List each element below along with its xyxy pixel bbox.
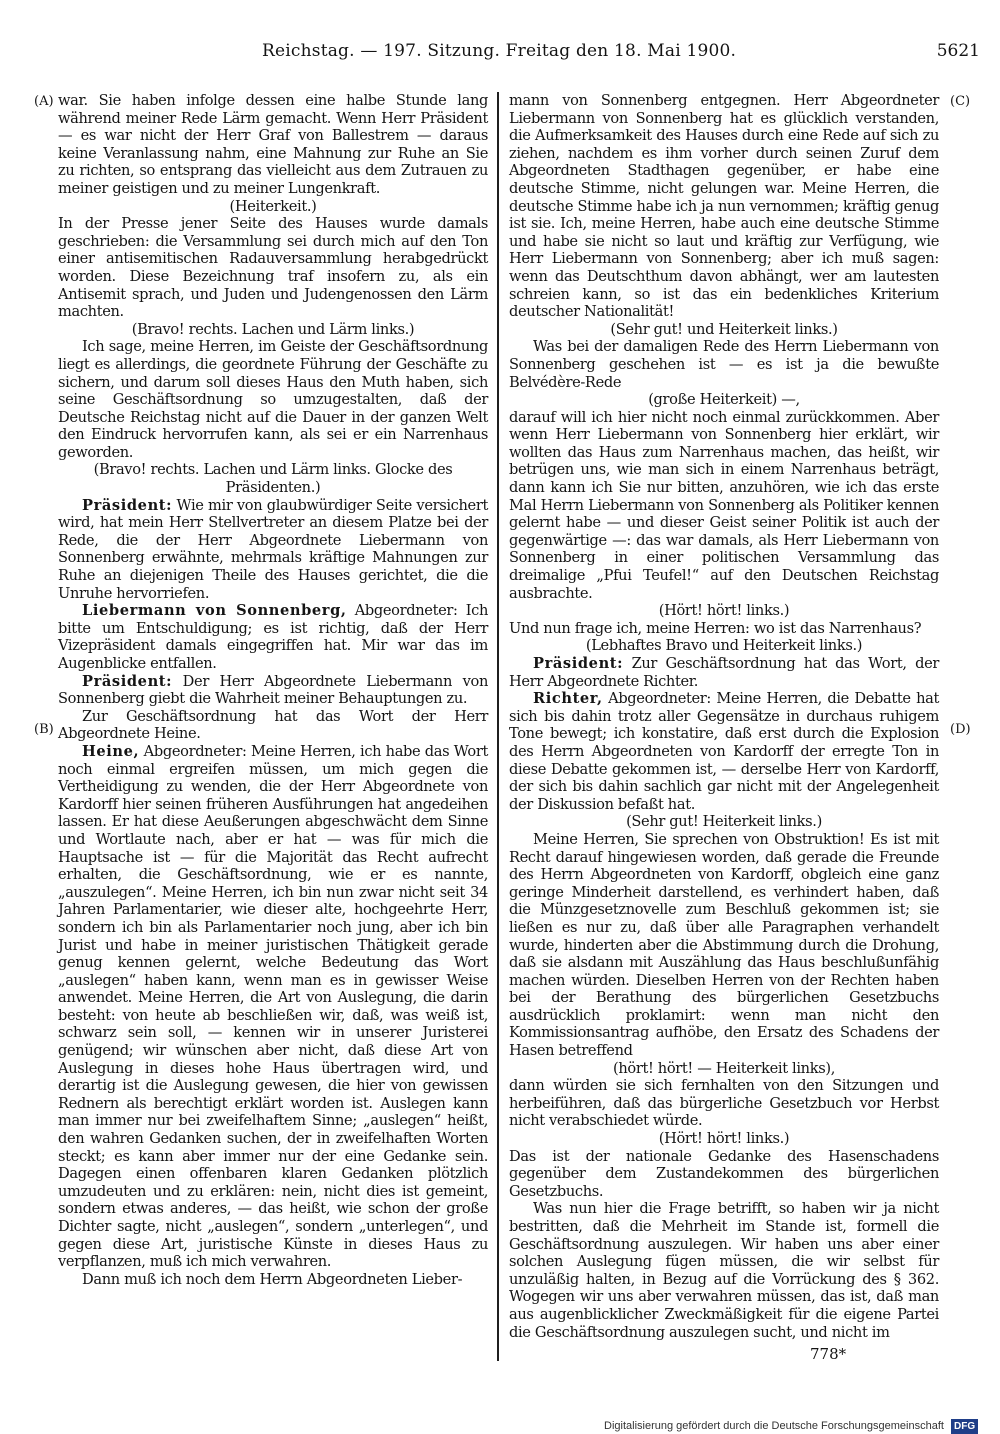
interjection: (Hört! hört! links.) — [658, 602, 790, 620]
paragraph: mann von Sonnenberg entgegnen. Herr Abgeordneter Liebermann von Sonnenberg hat es glücklich verstanden, die Aufmerksamkeit des Hauses durch eine Rede auf sich zu ziehen, nachdem es ihm vorher durch seinen Zuruf dem Abgeordneten Stadthagen gegenüber, er habe eine deutsche Stimme, nicht gelungen war. Meine Herren, die deutsche Stimme habe ich ja nun vernommen; kräftig genug ist sie. Ich, meine Herren, habe auch eine deutsche Stimme und habe sie nicht so laut und kräftig zur Verfügung, wie Herr Liebermann von Sonnenberg; aber ich muß sagen: wenn das Deutschthum davon abhängt, wer am lautesten schreien kann, so ist das ein bedenkliches Kriterium deutscher Nationalität! — [509, 92, 939, 321]
interjection: (Sehr gut! Heiterkeit links.) — [626, 813, 822, 831]
paragraph: Meine Herren, Sie sprechen von Obstruktion! Es ist mit Recht darauf hingewiesen worden, daß gerade die Freunde des Herrn Abgeordneten von Kardorff, obgleich eine ganz geringe Minderheit darstellend, es verhindert haben, daß die Münzgesetznovelle zum Beschluß gekommen ist; sie ließen es nur zu, daß über alle Paragraphen verhandelt wurde, hinderten aber die Abstimmung durch die Drohung, daß sie alsdann mit Auszählung das Haus beschlußunfähig machen würden. Dieselben Herren von der Rechten haben bei der Berathung des bürgerlichen Gesetzbuchs ausdrücklich proklamirt: wenn man nicht den Kommissionsantrag aufhöbe, den Ersatz des Schadens der Hasen betreffend — [509, 830, 939, 1060]
paragraph: Und nun frage ich, meine Herren: wo ist das Narrenhaus? — [509, 619, 922, 637]
page-number: 5621 — [936, 41, 980, 61]
speech-text: Abgeordneter: Meine Herren, die Debatte hat sich bis dahin trotz aller Gegensätze in durchaus ruhigem Tone bewegt; ich konstatire, daß erst durch die Explosion des Herrn Abgeordneten von Kardorff der erregte Ton in diese Debatte gekommen ist, — derselbe Herr von Kardorff, der sich bis dahin sachlich gar nicht mit der Angelegenheit der Diskussion befaßt hat. — [509, 690, 939, 813]
speaker-name: Liebermann von Sonnenberg, — [82, 602, 347, 620]
speaker-name: Richter, — [533, 690, 603, 708]
speaker-name: Präsident: — [82, 672, 173, 690]
paragraph: Was nun hier die Frage betrifft, so haben wir ja nicht bestritten, daß die Mehrheit im Stande ist, formell die Geschäftsordnung auszulegen. Wir haben uns aber einer solchen Auslegung fügen müssen, die wir selbst für unzuläßig halten, in Bezug auf die Vorrückung des § 362. Wogegen wir uns aber verwahren müssen, das ist, daß man aus augenblicklicher Zweckmäßigkeit für die eigene Partei die Geschäftsordnung auszulegen sucht, und nicht im — [509, 1200, 939, 1341]
speech-text: Der Herr Abgeordnete Liebermann von Sonnenberg giebt die Wahrheit meiner Behauptungen zu. — [58, 672, 488, 708]
interjection: (Heiterkeit.) — [229, 197, 317, 215]
paragraph: Das ist der nationale Gedanke des Hasenschadens gegenüber dem Zustandekommen des bürgerlichen Gesetzbuchs. — [509, 1147, 939, 1200]
speech-paragraph — [509, 690, 939, 813]
interjection: (Lebhaftes Bravo und Heiterkeit links.) — [585, 637, 863, 655]
digitization-credit — [604, 1419, 978, 1434]
margin-marker-d: (D) — [950, 722, 971, 737]
signature-mark: 778* — [810, 1345, 847, 1363]
speaker-name: Präsident: — [82, 496, 173, 514]
speaker-name: Heine, — [82, 742, 140, 760]
speech-paragraph — [58, 497, 488, 603]
paragraph: Zur Geschäftsordnung hat das Wort der Herr Abgeordnete Heine. — [58, 707, 488, 743]
paragraph: darauf will ich hier nicht noch einmal zurückkommen. Aber wenn Herr Liebermann von Sonnenberg hier erklärt, wir wollten das Haus zum Narrenhaus machen, das heißt, wir betrügen uns, wie man sich in einem Narrenhaus beträgt, dann kann ich Sie nur bitten, anzuhören, wie ich das erste Mal Herrn Liebermann von Sonnenberg als Politiker kennen gelernt habe — und dieser Geist seiner Politik ist auch der gegenwärtige —: das war damals, als Herr Liebermann von Sonnenberg in einer politischen Versammlung das dreimalige „Pfui Teufel!“ auf den Deutschen Reichstag ausbrachte. — [509, 408, 939, 602]
margin-marker-b: (B) — [34, 722, 54, 737]
speech-text: Zur Geschäftsordnung hat das Wort, der Herr Abgeordnete Richter. — [509, 655, 939, 690]
interjection: (Hört! hört! links.) — [658, 1130, 790, 1148]
interjection: (große Heiterkeit) —, — [648, 391, 800, 409]
speech-text: Abgeordneter: Meine Herren, ich habe das Wort noch einmal ergreifen müssen, um mich gegen die Vertheidigung zu wenden, die der Herr Abgeordnete von Kardorff hier seinen früheren Ausführungen hat angedeihen lassen. Er hat diese Aeußerungen abgeschwächt dem Sinne und Wortlaute nach, aber er hat — was für mich die Hauptsache ist — für die Majorität das Recht aufrecht erhalten, die Geschäftsordnung, wie er es nannte, „auszulegen“. Meine Herren, ich bin nun zwar nicht seit 34 Jahren Parlamentarier, wie dieser alte, hochgeehrte Herr, sondern ich bin als Parlamentarier noch jung, aber ich bin Jurist und habe in meiner juristischen Thätigkeit gerade genug kennen gelernt, welche Bedeutung das Wort „auslegen“ haben kann, wenn man es in gewisser Weise anwendet. Meine Herren, die Art von Auslegung, die darin besteht: von heute ab beschließen wir, daß, was weiß ist, schwarz sein soll, — kennen wir in unserer Juristerei genügend; wir wünschen aber nicht, daß diese Art von Auslegung in dieses hohe Haus übertragen wird, und derartig ist die Auslegung gewesen, die hier von gewissen Rednern als berechtigt erklärt worden ist. Auslegen kann man immer nur bei zweifelhaftem Sinne; „auslegen“ heißt, den wahren Gedanken suchen, der in zweifelhaften Worten steckt; es kann aber immer nur der eine Gedanke sein. Dagegen einen offenbaren klaren Gedanken plötzlich umzudeuten und zu erklären: nein, nicht dies ist gemeint, sondern etwas anderes, — das heißt, wie schon der große Dichter sagte, nicht „auslegen“, sondern „unterlegen“, und gegen diese Art, juristische Künste in dieses Haus zu verpflanzen, muß ich mich verwahren. — [58, 742, 488, 1271]
running-header: Reichstag. — 197. Sitzung. Freitag den 18. Mai 1900. — [262, 41, 737, 61]
speech-paragraph — [509, 655, 939, 690]
paragraph: dann würden sie sich fernhalten von den Sitzungen und herbeiführen, daß das bürgerliche Gesetzbuch vor Herbst nicht verabschiedet würde. — [509, 1077, 939, 1130]
margin-marker-c: (C) — [950, 94, 971, 109]
dfg-logo: DFG — [951, 1419, 978, 1434]
paragraph: Was bei der damaligen Rede des Herrn Liebermann von Sonnenberg geschehen ist — es ist ja die bewußte Belvédère-Rede — [509, 338, 939, 391]
right-column — [509, 92, 939, 1341]
speech-paragraph — [58, 673, 488, 708]
speech-text: Abgeordneter: Ich bitte um Entschuldigung; es ist richtig, daß der Herr Vizepräsident damals eingegriffen hat. Mir war das im Augenblicke entfallen. — [58, 602, 488, 672]
speech-paragraph — [58, 602, 488, 672]
speech-paragraph — [58, 743, 488, 1271]
interjection: (Bravo! rechts. Lachen und Lärm links.) — [131, 320, 415, 338]
credit-text: Digitalisierung gefördert durch die Deutsche Forschungsgemeinschaft — [604, 1420, 944, 1432]
paragraph: Dann muß ich noch dem Herrn Abgeordneten Lieber- — [82, 1270, 463, 1288]
left-column — [58, 92, 488, 1288]
interjection: (Bravo! rechts. Lachen und Lärm links. Glocke des Präsidenten.) — [93, 461, 453, 497]
interjection: (hört! hört! — Heiterkeit links), — [613, 1059, 835, 1077]
paragraph: In der Presse jener Seite des Hauses wurde damals geschrieben: die Versammlung sei durch mich auf den Ton einer antisemitischen Radauversammlung herabgedrückt worden. Diese Bezeichnung traf insofern zu, als ein Antisemit sprach, und Juden und Judengenossen den Lärm machten. — [58, 215, 488, 321]
speech-text: Wie mir von glaubwürdiger Seite versichert wird, hat mein Herr Stellvertreter an diesem Platze bei der Rede, die der Herr Abgeordnete Liebermann von Sonnenberg erwähnte, mehrmals kräftige Mahnungen zur Ruhe an diejenigen Theile des Hauses gerichtet, die die Unruhe hervorriefen. — [58, 496, 488, 602]
speaker-name: Präsident: — [533, 655, 624, 672]
interjection: (Sehr gut! und Heiterkeit links.) — [610, 320, 838, 338]
paragraph: Ich sage, meine Herren, im Geiste der Geschäftsordnung liegt es allerdings, die geordnete Führung der Geschäfte zu sichern, und darum soll dieses Haus den Muth haben, sich seine Geschäftsordnung so umzugestalten, daß der Deutsche Reichstag nicht auf die Dauer in der ganzen Welt den Eindruck hervorrufen kann, als sei er ein Narrenhaus geworden. — [58, 338, 488, 461]
margin-marker-a: (A) — [34, 94, 54, 109]
paragraph: war. Sie haben infolge dessen eine halbe Stunde lang während meiner Rede Lärm gemacht. Wenn Herr Präsident — es war nicht der Herr Graf von Ballestrem — daraus keine Veranlassung nahm, eine Mahnung zur Ruhe an Sie zu richten, so entsprang das vielleicht aus dem Zutrauen zu meiner geistigen und zu meiner Lungenkraft. — [58, 92, 488, 197]
column-divider — [497, 92, 499, 1361]
